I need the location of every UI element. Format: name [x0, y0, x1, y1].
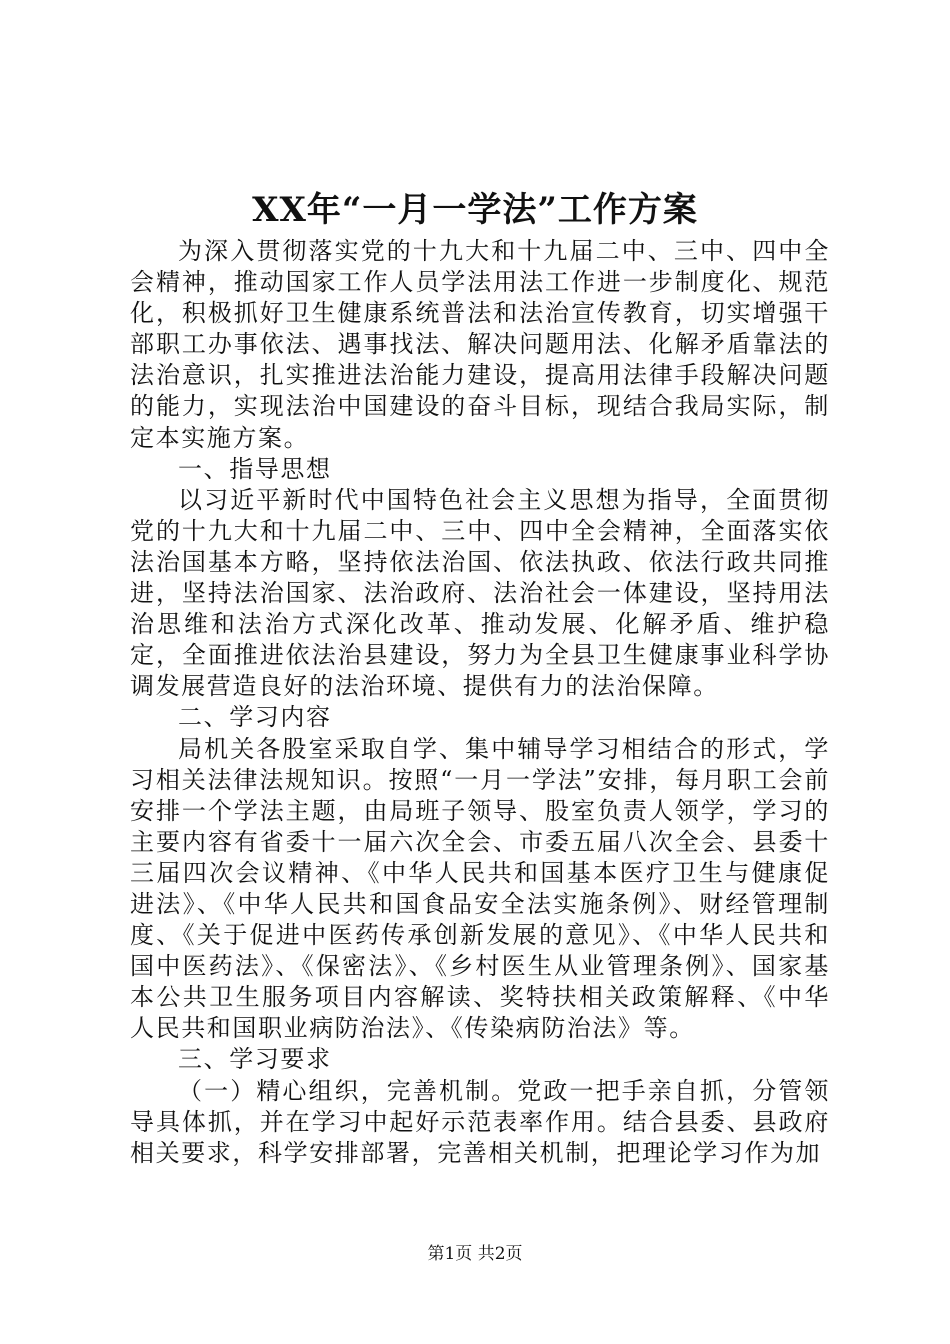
intro-paragraph: 为深入贯彻落实党的十九大和十九届二中、三中、四中全会精神，推动国家工作人员学法用法工作进一步制度化、规范化，积极抓好卫生健康系统普法和法治宣传教育，切实增强干部职工办事依法、遇事找法、解决问题用法、化解矛盾靠法的法治意识，扎实推进法治能力建设，提高用法律手段解决问题的能力，实现法治中国建设的奋斗目标，现结合我局实际，制定本实施方案。 — [130, 237, 830, 452]
document-title: XX年“一月一学法”工作方案 — [252, 190, 698, 230]
guiding-ideology-paragraph: 以习近平新时代中国特色社会主义思想为指导，全面贯彻党的十九大和十九届二中、三中、四中全会精神，全面落实依法治国基本方略，坚持依法治国、依法执政、依法行政共同推进，坚持法治国家、法治政府、法治社会一体建设，坚持用法治思维和法治方式深化改革、推动发展、化解矛盾、维护稳定，全面推进依法治县建设，努力为全县卫生健康事业科学协调发展营造良好的法治环境、提供有力的法治保障。 — [130, 485, 830, 701]
document-body — [130, 236, 830, 1169]
section-heading-study-content: 二、学习内容 — [178, 703, 332, 732]
study-content-paragraph: 局机关各股室采取自学、集中辅导学习相结合的形式，学习相关法律法规知识。按照“一月一学法”安排，每月职工会前安排一个学法主题，由局班子领导、股室负责人领学，学习的主要内容有省委十一届六次全会、市委五届八次全会、县委十三届四次会议精神、《中华人民共和国基本医疗卫生与健康促进法》、《中华人民共和国食品安全法实施条例》、财经管理制度、《关于促进中医药传承创新发展的意见》、《中华人民共和国中医药法》、《保密法》、《乡村医生从业管理条例》、国家基本公共卫生服务项目内容解读、奖特扶相关政策解释、《中华人民共和国职业病防治法》、《传染病防治法》等。 — [130, 734, 830, 1043]
study-requirements-paragraph: （一）精心组织，完善机制。党政一把手亲自抓，分管领导具体抓，并在学习中起好示范表率作用。结合县委、县政府相关要求，科学安排部署，完善相关机制，把理论学习作为加 — [130, 1076, 830, 1167]
section-heading-study-requirements: 三、学习要求 — [178, 1045, 332, 1074]
section-heading-guiding-ideology: 一、指导思想 — [178, 454, 332, 483]
page-number-footer: 第1页 共2页 — [427, 1244, 523, 1264]
